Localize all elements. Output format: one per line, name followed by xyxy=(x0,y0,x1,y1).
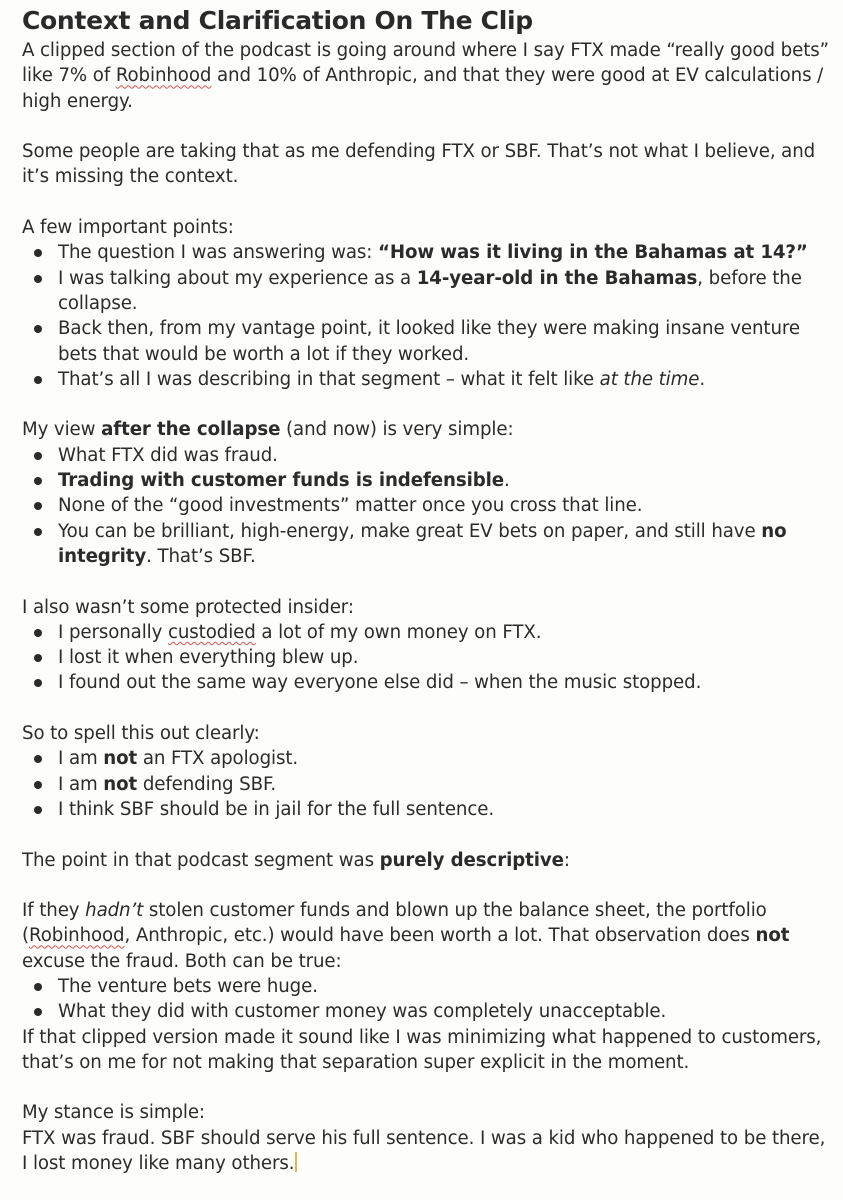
list-item: I personally custodied a lot of my own money on FTX. xyxy=(58,620,830,645)
defending-paragraph: Some people are taking that as me defending FTX or SBF. That’s not what I believe, and it’s missing the context. xyxy=(22,141,816,188)
spellcheck-word-robinhood[interactable]: Robinhood xyxy=(29,925,125,947)
list-item: That’s all I was describing in that segment – what it felt like at the time. xyxy=(58,367,830,392)
insider-list xyxy=(22,620,830,696)
intro-paragraph: A clipped section of the podcast is going around where I say FTX made “really good bets” like 7% of Robinhood and 10% of Anthropic, and that they were good at EV calculations / high energy. xyxy=(22,40,829,112)
text-cursor xyxy=(295,1152,297,1172)
clipped-version-paragraph: If that clipped version made it sound like I was minimizing what happened to customers, that’s on me for not making that separation super explicit in the moment. xyxy=(22,1026,822,1073)
spell-out-list xyxy=(22,746,830,822)
list-item: I found out the same way everyone else did – when the music stopped. xyxy=(58,670,830,695)
list-item: What they did with customer money was completely unacceptable. xyxy=(58,999,830,1024)
insider-heading: I also wasn’t some protected insider: xyxy=(22,596,354,618)
purely-descriptive-paragraph: The point in that podcast segment was purely descriptive: xyxy=(22,849,570,871)
points-heading: A few important points: xyxy=(22,217,234,239)
points-list xyxy=(22,240,830,392)
stance-heading: My stance is simple: xyxy=(22,1102,205,1124)
spellcheck-word-custodied[interactable]: custodied xyxy=(167,621,256,643)
list-item: I lost it when everything blew up. xyxy=(58,645,830,670)
spellcheck-word-robinhood[interactable]: Robinhood xyxy=(115,65,212,87)
if-they-paragraph: If they hadn’t stolen customer funds and blown up the balance sheet, the portfolio (Robinhood, Anthropic, etc.) would have been worth a lot. That observation does not excuse the fraud. Both can be true: xyxy=(22,900,790,972)
list-item: I think SBF should be in jail for the full sentence. xyxy=(58,797,830,822)
list-item: What FTX did was fraud. xyxy=(58,443,830,468)
list-item: I was talking about my experience as a 14-year-old in the Bahamas, before the collapse. xyxy=(58,266,830,317)
stance-paragraph: FTX was fraud. SBF should serve his full sentence. I was a kid who happened to be there, I lost money like many others. xyxy=(22,1127,826,1175)
list-item: I am not defending SBF. xyxy=(58,772,830,797)
list-item: The question I was answering was: “How was it living in the Bahamas at 14?” xyxy=(58,240,830,265)
view-list xyxy=(22,443,830,569)
document[interactable] xyxy=(22,0,830,1176)
list-item: Back then, from my vantage point, it looked like they were making insane venture bets that would be worth a lot if they worked. xyxy=(58,316,830,367)
list-item: The venture bets were huge. xyxy=(58,974,830,999)
list-item: Trading with customer funds is indefensible. xyxy=(58,468,830,493)
spell-out-heading: So to spell this out clearly: xyxy=(22,723,260,745)
document-title: Context and Clarification On The Clip xyxy=(22,6,533,35)
list-item: You can be brilliant, high-energy, make great EV bets on paper, and still have no integrity. That’s SBF. xyxy=(58,519,830,570)
list-item: I am not an FTX apologist. xyxy=(58,746,830,771)
list-item: None of the “good investments” matter once you cross that line. xyxy=(58,493,830,518)
view-heading: My view after the collapse (and now) is very simple: xyxy=(22,419,514,441)
both-true-list xyxy=(22,974,830,1025)
